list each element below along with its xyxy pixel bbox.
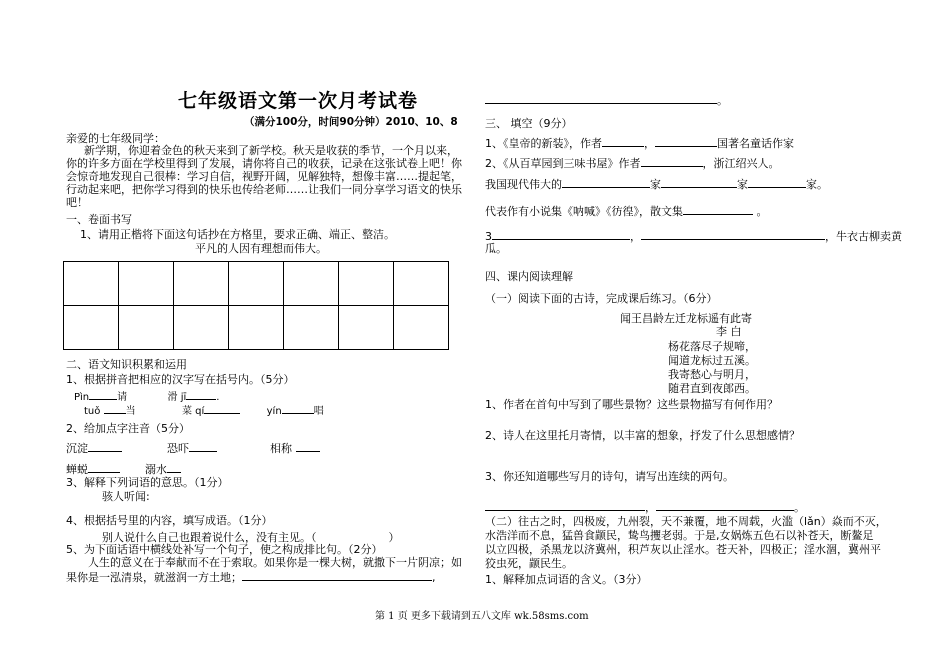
answer-blank[interactable] xyxy=(104,402,126,414)
section-heading: 一、卷面书写 xyxy=(66,213,132,226)
question-text: 家 xyxy=(737,178,748,191)
answer-blank[interactable] xyxy=(683,203,753,215)
passage-line: 以立四极，杀黑龙以济冀州，积芦灰以止淫水。苍天补，四极正；淫水涸，冀州平 xyxy=(485,543,881,556)
question-text: 家 xyxy=(650,178,661,191)
intro-line: 你的许多方面在学校里得到了发展，请你将自己的收获，记录在这张试卷上吧！你 xyxy=(66,157,462,170)
grid-cell[interactable] xyxy=(229,306,284,350)
idiom-description: 别人说什么自己也跟着说什么，没有主见。（ xyxy=(102,531,317,544)
answer-blank[interactable] xyxy=(655,135,717,147)
intro-line: 行动起来吧，把你学习得到的快乐也传给老师……让我们一同分享学习语文的快乐 xyxy=(66,183,462,196)
question-text: 我国现代伟大的 xyxy=(485,178,562,191)
question-text: ，浙江绍兴人。 xyxy=(702,157,780,170)
answer-blank[interactable] xyxy=(661,176,737,188)
passage-line: 狡虫死，颛民生。 xyxy=(485,557,573,570)
answer-blank[interactable] xyxy=(186,388,216,400)
verse-answer-line xyxy=(485,499,805,514)
page-title: 七年级语文第一次月考试卷 xyxy=(178,90,419,112)
page-subtitle: （满分100分，时间90分钟）2010、10、8 xyxy=(244,116,458,128)
question-text: 2、《从百草园到三味书屋》作者 xyxy=(485,157,641,170)
grid-cell[interactable] xyxy=(284,262,339,306)
question-text: 代表作有小说集《呐喊》《彷徨》，散文集 xyxy=(485,205,683,218)
answer-blank[interactable] xyxy=(485,499,645,511)
question-text: 国著名童话作家 xyxy=(717,137,794,150)
question-text: 家。 xyxy=(806,178,828,191)
punctuation: 。 xyxy=(717,94,728,107)
pinyin-label: tuǒ xyxy=(84,406,101,417)
intro-line: 会惊奇地发现自己很棒：学习自信，视野开阔，见解独特，想像丰富……提起笔， xyxy=(66,170,462,183)
answer-blank[interactable] xyxy=(167,461,181,473)
grid-cell[interactable] xyxy=(64,262,119,306)
greeting: 亲爱的七年级同学： xyxy=(66,132,165,145)
word-row xyxy=(66,461,181,476)
answer-blank[interactable] xyxy=(89,388,117,400)
answer-blank[interactable] xyxy=(492,228,630,240)
answer-blank[interactable] xyxy=(88,461,120,473)
idiom-close: ） xyxy=(388,531,400,544)
intro-line: 吧！ xyxy=(66,196,88,209)
poem-title: 闻王昌龄左迁龙标遥有此寄 xyxy=(620,312,752,325)
answer-blank[interactable] xyxy=(641,155,703,167)
punctuation: 。 xyxy=(756,205,768,218)
answer-blank[interactable] xyxy=(282,402,314,414)
continuation-line xyxy=(485,92,728,107)
page-footer: 第 1 页 更多下载请到五八文库 wk.58sms.com xyxy=(375,611,589,622)
writing-grid xyxy=(63,261,449,350)
poem-line: 闻道龙标过五溪。 xyxy=(668,354,756,367)
question-text: 3、解释下列词语的意思。（1分） xyxy=(66,476,229,489)
question-text: 3、你还知道哪些写月的诗句，请写出连续的两句。 xyxy=(485,470,734,483)
section-heading: 二、语文知识积累和运用 xyxy=(66,358,187,371)
question-text: 3 xyxy=(485,230,492,243)
word: 沉淀 xyxy=(66,442,88,455)
question-text: 2、诗人在这里托月寄情，以丰富的想象，抒发了什么思想感情？ xyxy=(485,429,800,442)
grid-cell[interactable] xyxy=(174,262,229,306)
passage-text: 果你是一泓清泉，就滋润一方土地； xyxy=(66,571,242,584)
answer-blank[interactable] xyxy=(656,499,794,511)
grid-cell[interactable] xyxy=(174,306,229,350)
answer-blank[interactable] xyxy=(88,440,122,452)
passage-line xyxy=(66,569,436,584)
fill-question xyxy=(485,228,902,243)
grid-cell[interactable] xyxy=(64,306,119,350)
fill-question xyxy=(485,176,828,191)
poem-line: 我寄愁心与明月， xyxy=(668,368,756,381)
grid-cell[interactable] xyxy=(119,262,174,306)
punctuation: ， xyxy=(630,230,641,243)
pinyin-label: 当 xyxy=(125,406,136,417)
pinyin-label: 菜 qí xyxy=(181,406,205,417)
answer-blank[interactable] xyxy=(485,92,717,104)
answer-blank[interactable] xyxy=(602,135,644,147)
punctuation: ， xyxy=(644,137,655,150)
passage-line: （二）往古之时，四极废，九州裂，天不兼覆，地不周载，火滥（lǎn）焱而不灭， xyxy=(485,515,887,528)
question-text: 1、根据拼音把相应的汉字写在括号内。（5分） xyxy=(66,373,295,386)
term-to-explain: 骇人听闻: xyxy=(102,490,150,503)
fill-question xyxy=(485,203,768,218)
passage-line: 水浩洋而不息，猛兽食颛民，鸷鸟攫老弱。于是,女娲炼五色石以补苍天，断鳌足 xyxy=(485,529,874,542)
punctuation: , xyxy=(432,571,436,584)
question-text: （一）阅读下面的古诗，完成课后练习。（6分） xyxy=(485,292,718,305)
answer-blank[interactable] xyxy=(748,176,806,188)
pinyin-row xyxy=(84,402,324,418)
section-heading: 四、课内阅读理解 xyxy=(485,270,573,283)
section-heading: 三、 填空（9分） xyxy=(485,117,573,130)
answer-blank[interactable] xyxy=(242,569,432,581)
question-text: 2、给加点字注音（5分） xyxy=(66,422,190,435)
question-text: 4、根据括号里的内容，填写成语。（1分） xyxy=(66,514,273,527)
question-text: 1、《皇帝的新装》，作者 xyxy=(485,137,602,150)
grid-cell[interactable] xyxy=(394,306,449,350)
answer-blank[interactable] xyxy=(562,176,650,188)
answer-blank[interactable] xyxy=(204,402,240,414)
question-text: 1、请用正楷将下面这句话抄在方格里，要求正确、端正、整洁。 xyxy=(80,228,395,241)
question-text: 1、解释加点词语的含义。（3分） xyxy=(485,573,648,586)
fill-question xyxy=(485,155,780,170)
poem-line: 随君直到夜郎西。 xyxy=(668,382,756,395)
grid-cell[interactable] xyxy=(394,262,449,306)
passage-line: 人生的意义在于奉献而不在于索取。如果你是一棵大树，就撒下一片阴凉；如 xyxy=(88,556,462,569)
intro-line: 新学期，你迎着金色的秋天来到了新学校。秋天是收获的季节，一个月以来， xyxy=(84,144,458,157)
copy-sentence: 平凡的人因有理想而伟大。 xyxy=(195,242,327,255)
question-text: 5、为下面话语中横线处补写一个句子，使之构成排比句。（2分） xyxy=(66,543,383,556)
grid-cell[interactable] xyxy=(119,306,174,350)
word: 溺水 xyxy=(145,463,167,476)
grid-cell[interactable] xyxy=(284,306,339,350)
answer-blank[interactable] xyxy=(296,440,320,452)
word: 蝉蜕 xyxy=(66,463,88,476)
punctuation: ， xyxy=(645,501,656,514)
word: 恐吓 xyxy=(167,442,189,455)
punctuation: 。 xyxy=(794,501,805,514)
word-row xyxy=(66,440,320,455)
fill-question xyxy=(485,135,794,150)
grid-cell[interactable] xyxy=(339,306,394,350)
poem-author: 李 白 xyxy=(716,325,742,338)
question-text: ，牛衣古柳卖黄 xyxy=(825,230,902,243)
answer-blank[interactable] xyxy=(641,228,825,240)
grid-cell[interactable] xyxy=(339,262,394,306)
pinyin-label: 请 xyxy=(117,392,128,403)
poem-line: 杨花落尽子规啼， xyxy=(668,340,756,353)
word: 相称 xyxy=(270,442,292,455)
answer-blank[interactable] xyxy=(189,440,217,452)
pinyin-label: . xyxy=(216,392,220,403)
fill-question-continued: 瓜。 xyxy=(485,242,507,255)
pinyin-label: 唱 xyxy=(313,406,324,417)
pinyin-label: 滑 jī xyxy=(167,392,187,403)
grid-cell[interactable] xyxy=(229,262,284,306)
pinyin-label: yín xyxy=(266,406,282,417)
pinyin-label: Pìn xyxy=(74,392,90,403)
question-text: 1、作者在首句中写到了哪些景物？这些景物描写有何作用？ xyxy=(485,398,778,411)
